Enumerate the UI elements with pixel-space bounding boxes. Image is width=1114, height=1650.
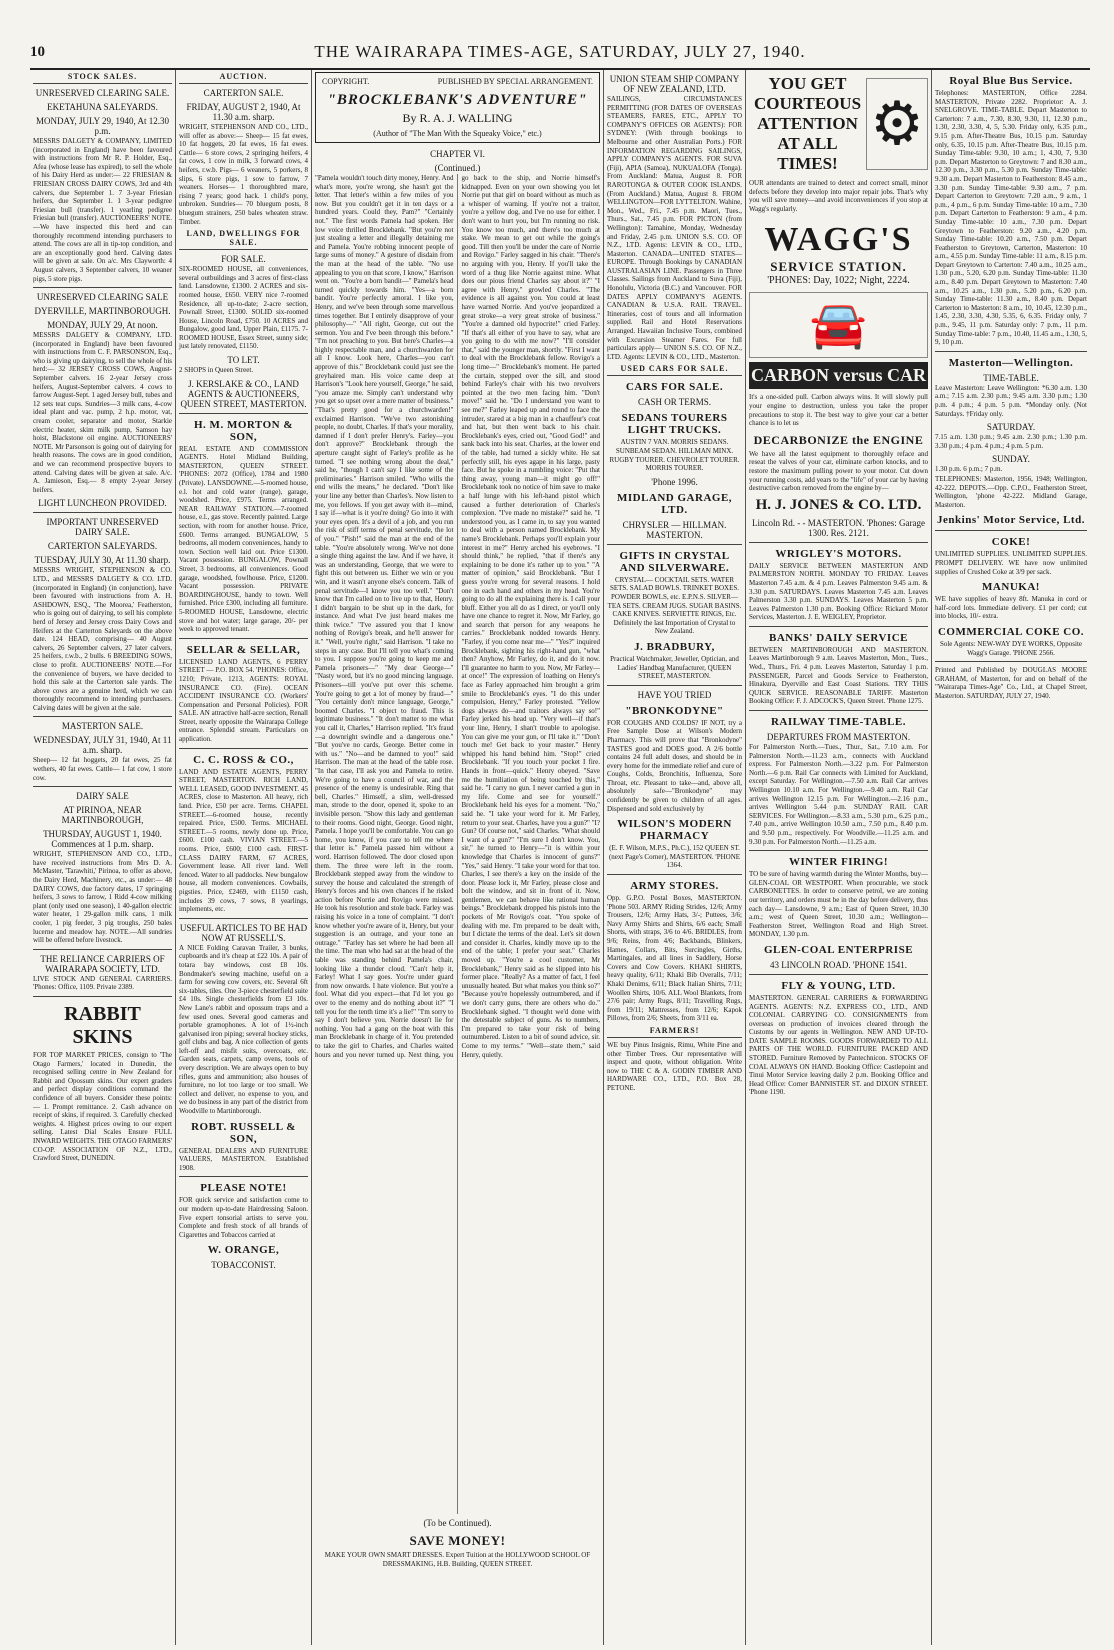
ad-body: FOR TOP MARKET PRICES, consign to 'The Otago Farmers,' located in Dunedin, the recognised selling centre in New Zealand for Rabbit and Opossum skins. Our expert graders and perfect display conditions command the confidence of all buyers. Consider these points:— 1. Prompt remittance. 2. Cash advance on receipt of skins, if required. 3. Carefully checked weights. 4. Highest prices owing to our expert selling. Latest Dial Scales Ensure FULL INWARD WEIGHTS. THE OTAGO FARMERS' CO-OP. ASSOCIATION OF N.Z., LTD., Crawford Street, DUNEDIN. <box>33 1050 172 1163</box>
ad-body: WRIGHT, STEPHENSON AND CO., LTD., have received instructions from Mrs D. A. McMaster, 'Tarawhiti,' Pirinoa, to offer as above, the Dairy Herd, Machinery, etc., as under:— 48 DAIRY COWS, due factory dates, 17 springing heifers, 3 sows to farrow, 1 Ridd 4-cow milking plant (only used one season), 1 40-gallon electric water heater, 1 29-gallon milk cans, 1 milk cooler, 1 pig feeder, 3 pig troughs, 250 bales lucerne and meadow hay. NOTE.—All sundries will be offered before livestock. <box>33 850 172 945</box>
divider <box>749 850 928 851</box>
divider <box>749 626 928 627</box>
ad-date: THURSDAY, AUGUST 1, 1940. Commences at 1 p.m. sharp. <box>43 829 162 850</box>
ad-body: FOR COUGHS AND COLDS? IF NOT, try a Free Sample Dose at Wilson's Modern Pharmacy. This will prove that "Bronkodyne" TASTES good and DOES good. A 2/6 bottle contains 24 full adult doses, and should be in every home for the immediate relief and cure of Coughs, Colds, Bronchitis, Influenza, Sore Throat, etc. Pleasant to take—and, above all, absolutely safe—"Bronkodyne" may confidently be given to children of all ages. Dispensed and sold exclusively by <box>607 718 742 813</box>
page-number: 10 <box>30 44 45 60</box>
decarbonize-heading: DECARBONIZE the ENGINE <box>753 432 924 447</box>
ad-heading: IMPORTANT UNRESERVED DAIRY SALE. <box>46 517 159 538</box>
ad-body: MESSRS DALGETY & COMPANY, LIMITED (incorporated in England) have been favoured with instructions from Mr R. P. Holder, Esq., Afea (whose lease has expired), to sell the whole of his Dairy Herd as under:— 22 FRIESIAN & FRIESIAN CROSS DAIRY COWS, 3rd and 4th calvers, due September 1. 7 3-year Friesian heifers, due September 1. 1 3-year pedigree Friesian bull (transfer). 1 yearling pedigree Friesian bull (transfer). AUCTIONEERS' NOTE.—We have inspected this herd and can thoroughly recommend intending purchasers to attend. The cows are all in tip-top condition, and are an exceptionally good herd. Calving dates will be given at sale. On a/c. Mrs Clayworth: 4 August calvers, 3 September calvers, 10 weaner pigs, 5 store pigs. <box>33 137 172 283</box>
ad-subheading: DEPARTURES FROM MASTERTON. <box>766 732 911 743</box>
ad-title: SEDANS TOURERS LIGHT TRUCKS. <box>621 412 728 437</box>
service-station-title: SERVICE STATION. <box>770 259 907 275</box>
ad-subheading: TIME-TABLE. <box>983 372 1039 383</box>
story-title-box <box>315 72 600 143</box>
waggs-title: WAGG'S <box>764 221 913 259</box>
ad-body: TO be sure of having warmth during the Winter Months, buy— GLEN-COAL OR WESTPORT. When procurable, we stock CARBONETTES. In order to conserve petrol, we are zoning our territory, and orders must be in the day before delivery, thus each day— Lansdowne, 9 a.m.; East of Queen Street, 10.30 a.m.; west of Queen Street, 10.30 a.m.; Wellington—Featherston Street, Wellington Road and High Street. MONDAY, 1.30 p.m. <box>749 870 928 939</box>
ad-date: WEDNESDAY, JULY 31, 1940, At 11 a.m. sharp. <box>33 735 172 756</box>
ad-body: Opp. G.P.O. Postal Boxes, MASTERTON. 'Phone 503. ARMY Riding Strides, 12/6; Army Trousers, 12/6; Army Hats, 3/-; Puttees, 3/6; Navy Army Shirts and Shirts, 6/6 each; Small Shorts, with straps, 3/6 to 4/6. BRIDLES, from 9/6; Reins, from 4/6; Backbands, Blinkers, Hames, Collars, Bits, Surcingles, Girths, Martingales, and all lines in Saddlery, Horse Covers and Cow Covers. KHAKI SHIRTS, heavy quality, 6/11; Khaki Bib Overalls, 7/11; Khaki Denims, 6/11; Black Italian Shirts, 7/11; Woollen Shirts, 10/6. ALL Wool Blankets, from 27/6 pair; Army Rugs, 8/11; Travelling Rugs, from 19/11; Mattresses, from 12/6; Kapok Pillows, from 2/6; Sheets, from 3/11 ea. <box>607 894 742 1023</box>
story-body: "Pamela wouldn't touch dirty money, Henry. And what's more, you're wrong, she hasn't got the letter. That letter's within a few miles of you now. But you couldn't get it in ten days or a hundred years. Could they, Pam?" "Certainly not." The first words Pamela had spoken. Her low voice thrilled Brocklebank. "But you're not just stealing a letter and illegally detaining me and Pamela. You're robbing innocent people of large sums of money." A gesture of disdain from the man at the head of the table. "No use appealing to you on that score, I know," Harrison went on. "You're a born bandit—" Pamela's head turned quickly towards him. "Yes—a born bandit. You're perfectly amoral. I like you, Henry, and we've been through some marvellous times together. But I entirely disapprove of your philosophy—" "All right, George, cut out the sermon. You and I've been through this before." "I'm not preaching to you. But here's Charles—a highly respectable man, and a churchwarden for all I know. Look here, Charles—you can't approve of this." Brocklebank could just see the greyhaired man. His voice came deep at Harrison's "Look here yourself, George," he said, "you amaze me. Simply can't understand why you get so upset over a mere matter of business." "That's pretty good for a churchwarden!" exclaimed Harrison. "We've two astonishing people, no doubt, Charles. If that's your morality, damned if I don't prefer Henry's. Farley—you don't approve?" Brocklebank through the aperture caught sight of Farley's profile as he turned. "I see nothing wrong about the deal," said he, "though I can't say I like some of the preliminaries." Harrison smiled. "Who wills the end wills the means," he declared. "Don't like your line any better than Charles's. Now listen to me, you fellows. If you get away with it—mind, I say if—what is it you're doing? Go into it with your eyes open. It's a devil of a job, and you run the risk of stiff terms of penal servitude, the lot of you." "Pish!" said the man at the end of the table. "You're absolutely wrong. We've not done a single thing against the law. And if we have, it was an understanding, George, that we were to fight this out between us. Either we win or you win, and it wasn't anyone else's concern. Talk of penal servitude—I know you too well." "Don't know that I'm called on to live up to that, Henry. I didn't bargain to be shut up in the dark, for instance. And what I've just heard makes me think twice." "I've assured you that I know nothing of Rovigo's break, and he'll answer for it." "Well, you're right," said Harrison. "I take no steps in any case. But I'll tell you what's coming to you. I suppose you're going to keep me and Pamela prisoners—" "My dear George—" "Nasty word, but it's no good mincing language. Prisoners—till you've put over this scheme. You're going to get a lot of money by fraud—" "You certainly don't mince language, George," boomed Charles. "I object to fraud. This is legitimate business." "It don't matter to me what you call it, Charles," Harrison replied. "It's fraud—a downright swindle and a dangerous one." "But you've no cards, George. Better come in with us." "No—and be damned to you!" said Harrison. The man at the head of the table rose. "In that case, I'll ask you and Pamela to retire. We're going to have a council of war, and the presence of the enemy is undesirable. Ring that bell, Charles." Himself, a slim, well-dressed man, strode to the door, opened it, spoke to an invisible person. "Show this lady and gentleman to their rooms. Good night, George. Good night, Pamela. I hope you'll be comfortable. You can go home, you know, if you care to tell me where that letter is." Pamela passed him without a word. Harrison followed. The door closed upon them. The three were left in the room. Brocklebank stepped away from the window to survey the house and calculated the strength of Henry's forces and his own chances if he risked action before Norrie and Rovigo were missed. He took his resolution and stole back. Farley was raising his voice in a tone of complaint. "I don't know whether you're aware of it, Henry, but your suggestion is an outrage, and your tone an outrage." "Farley has set where he had been all the time. The man who had sat at the head of the table was standing behind Pamela's chair, looking like a thunder cloud. "Can't help it, Farley! What I say goes. You're under guard from now onwards. I hate violence. But you're a fool. What did you expect—that I'd let you go over to the enemy and do nothing about it?" "I tell you for the tenth time it's a lie!" "I'm sorry to say I don't believe you. Norrie doesn't lie for nothing. You had a gang on the boat with this man Brocklebank in charge of it. You pretended to take the girl to Charles, and Charles waited hours and you never turned up. Next thing, you go back to the ship, and Norrie himself's kidnapped. Even on your own showing you let Norrie put that girl on board without as much as a whisper of warning. If you're not a traitor, you're a yellow dog, and I've no use for either. I don't want to hurt you, but I'm running no risk. You know too much, and there's too much at stake. We mean to get out while the going's good. Till then you'll be under the care of Norrie and Rovigo." Farley sagged in his chair. "There's no arguing with you, Henry. If you'll take the word of a thug like Norrie against mine. What does our pious friend Charles say about it?" "I agree with Henry," growled Charles. "The evidence is all against you. You could at least have warned Norrie. And you've jeopardized a great stroke—a very great stroke of business." "You're a damned old hypocrite!" cried Farley. "If that's all either of you have to say, what are you going to do with me now?" "I'll consider that," said the younger man, shortly. "First I want to deal with the Brocklebank fellow. Rovigo's a long time—" Brocklebank's moment. He parted the curtain, stepped over the sill, and stood behind Farley's chair with his two revolvers pointed at the two men facing him. "Don't move!" said he. "Do I understand you want to see me?" Farley leaped up and round to face the intruder, stared at a big man in a chauffeur's coat and hat, but then went back to his chair. Brocklebank's eyes, cried out, "Good God!" and sank back into his seat. Charles, at the lower end of the table, had turned a sickly white. He sat perfectly still, his eyes agape in his large, pasty face. But he spoke in a rumbling voice: "Put that thing away, young man—it might go off!" Brocklebank took no notice of him save to make a half lunge with his left-hand pistol which caused a further deterioration of Charles's complexion. "I've made no mistake?" said he. "I understood you, as I came in, to say you wanted to deal with a person named Brocklebank. My name's Brocklebank. Perhaps you'll explain your interest in me?" Henry arched his eyebrows. "I should think," he replied, "that if there's any explaining to be done it's rather up to you." "A matter of opinion," said Brocklebank. "But I guess you're wrong for several reasons. I hold one in each hand and others in my head. You're going to do all the explaining there is. I call your bluff. Either you all do as I direct, or you'll only have one chance to regret it. Now, Mr Farley, go and search that person for any weapons he carries." Brocklebank nodded towards Henry. "Farley, if you come near me—" "Yes?" inquired Brocklebank, sighting his right-hand gun, "what then? Anyhow, Mr Farley, do it, and do it now. I'll guarantee no harm to you. Now, Mr Farley—at once!" The expression of loathing on Henry's face as Farley approached him brought a grim smile to Brocklebank's eyes. "I do this under compulsion, Henry," Farley protested. "Yellow dogs always do—and traitors always say so!" Farley jerked his head up. "Very well—if that's your line, Henry, I shan't trouble to apologise. You can give me your gun, or I'll take it." "Don't touch me! Get back to your master." Henry whipped his hand behind him. "Stop!" cried Brocklebank. "If you touch your pocket I fire. Hands in front—quick." Henry obeyed. "Save me the humiliation of being touched by this," said he. "I carry no gun. I never carried a gun in my life. Come and see for yourself." Brocklebank held his eyes for a moment. "No," said he. "I take your word for it. Mr Farley, return to your seat. Charles, have you a gun?" "I? Gun? Of course not," said Charles. "What should I want of a gun?" "I'm sure I don't know. You, sir," he turned to Henry—"it is within your knowledge that Charles is innocent of guns?" "Yes," said Henry. "I take your word for that too. Charles, I see there's a key on the inside of the door. Please lock it, Mr Farley, please close and bolt the window, and sit in front of it. Now, gentlemen, we can behave like rational human beings." Brocklebank dropped his pistols into the pockets of Mr Rovigo's coat. "You spoke of dealing with me. I'm prepared to be dealt with, but I dictate the terms of the deal. Let's sit down and consider it. Charles, kindly move up to the end of the table; I prefer your seat." Charles moved up. "You're a cool customer, Mr Brocklebank," Henry said as he slipped into his former place. "Really? As a matter of fact, I feel unusually heated. But what makes you think so?" "Because you're hopelessly outnumbered, and if we don't carry guns, there are others who do." Brocklebank sighed. "I thought we'd done with the detestable subject of guns. As to numbers, I'm prepared to take your risk of being outnumbered. Listen to a bit of sound advice, sir. Come to my terms." "Well—state them," said Henry, quietly. <box>315 174 600 1059</box>
ad-title: "BRONKODYNE" <box>625 704 724 717</box>
column-serial-story <box>312 70 604 1645</box>
ad-title: WILSON'S MODERN PHARMACY <box>617 818 732 843</box>
ad-subheading: CARTERTON SALEYARDS. <box>47 541 158 552</box>
ad-body: 2 SHOPS in Queen Street. <box>179 366 254 375</box>
ad-title: SELLAR & SELLAR, <box>186 643 301 656</box>
ad-heading: UNRESERVED CLEARING SALE <box>36 292 169 303</box>
ad-body: BETWEEN MARTINBOROUGH AND MASTERTON. Leaves Martinborough 9 a.m. Leaves Masterton, Mon., Tues., Wed., Thurs., Fri. 4 p.m. Leaves Masterton, Saturday 1 p.m. PASSENGER, Parcel and Goods Service to Featherston, Hinakura, Dyerville and East Coast Stations. TRY THIS QUICK SERVICE. REASONABLE TARIFF. Masterton Booking Office: F. J. ADCOCK'S, Queen Street. 'Phone 1275. <box>749 645 928 706</box>
ad-body: WE have supplies of heavy 8ft. Manuka in cord or half-cord lots. Immediate delivery. £1 per cord; cut into blocks, 10/- extra. <box>935 595 1087 621</box>
ad-title: COKE! <box>991 536 1031 549</box>
ad-title: FLY & YOUNG, LTD. <box>781 979 896 992</box>
ad-title: ARMY STORES. <box>630 880 719 893</box>
ad-subheading: SATURDAY. <box>986 422 1036 433</box>
section-header: FARMERS! <box>607 1024 742 1038</box>
divider <box>607 874 742 875</box>
ad-body: MASTERTON. GENERAL CARRIERS & FORWARDING AGENTS. AGENTS: N.Z. EXPRESS CO., LTD., AND COLONIAL CARRYING CO. CONSIGNMENTS from overseas on production of invoices cleared through the Customs by our agents in Wellington. NEW AND UP-TO-DATE SAMPLE ROOMS. GOODS FORWARDED TO ALL PARTS OF THE WORLD. FURNITURE PACKED AND STORED. Furniture Removed by Pantechnicon. STOCKS OF COAL ALWAYS ON HAND. Booking Office: Castlepoint and Tinui Motor Service leaving daily 2 p.m. Booking Office and Head Office: Corner BANNISTER ST. and DIXON STREET. 'Phone 1190. <box>749 993 928 1097</box>
ad-body: WE buy Pinus Insignis, Rimu, White Pine and other Timber Trees. Our representative will inspect and quote, without obligation. Write now to THE C & A. GODIN TIMBER AND HARDWARE CO., LTD., P.O. Box 28, PETONE. <box>607 1040 742 1092</box>
ad-date: FRIDAY, AUGUST 2, 1940, At 11.30 a.m. sharp. <box>186 102 301 122</box>
car-tug-of-war-icon: 🚘 <box>749 292 928 358</box>
ad-subheading: CASH OR TERMS. <box>637 397 712 408</box>
ad-date: TUESDAY, JULY 30, At 11.30 sharp. <box>34 555 171 566</box>
column-shipping-cars <box>604 70 746 1645</box>
column-auction <box>176 70 312 1645</box>
ad-body: Leave Masterton: Leave Wellington: *6.30 a.m. 1.30 a.m.; 7.15 a.m. 2.30 p.m.; 9.45 a.m. 3.30 p.m.; 1.30 p.m. 4 p.m.; 4 p.m. 5 p.m. *Monday only. (Not Saturdays. †Friday only. <box>935 383 1087 418</box>
ad-subheading: AT PIRINOA, NEAR MARTINBOROUGH, <box>61 805 144 826</box>
column-stock-sales <box>30 70 176 1645</box>
divider <box>33 512 172 513</box>
newspaper-title: THE WAIRARAPA TIMES-AGE, SATURDAY, JULY 27, 1940. <box>314 42 806 61</box>
column-motor-ads <box>746 70 932 1645</box>
ad-body: 1.30 p.m. 6 p.m.; 7 p.m. <box>935 465 1003 474</box>
column-transport-timetables <box>932 70 1090 1645</box>
ad-title: Masterton—Wellington. <box>948 356 1074 369</box>
divider <box>179 413 308 414</box>
divider <box>33 716 172 717</box>
divider <box>935 661 1087 662</box>
ad-phone: 'PHONES: Day, 1022; Night, 2224. <box>767 275 910 287</box>
ad-body: Sole Agents: NEW-WAY DYE WORKS, Opposite Wagg's Garage. 'PHONE 2566. <box>939 639 1083 657</box>
chapter-heading: CHAPTER VI. <box>430 149 485 159</box>
ad-footnote: LIGHT LUNCHEON PROVIDED. <box>38 498 167 509</box>
ad-body: (E. F. Wilson, M.P.S., Ph.C.), 152 QUEEN ST. (next Page's Corner), MASTERTON. 'PHONE 1364. <box>608 844 741 870</box>
ad-subheading: 43 LINCOLN ROAD. 'PHONE 1541. <box>769 959 908 970</box>
ad-subheading: Lincoln Rd. - - MASTERTON. 'Phones: Garage 1300. Res. 2121. <box>752 517 925 538</box>
ad-body: SIX-ROOMED HOUSE, all conveniences, several outbuildings and 3 acres of first-class land. Lansdowne, £1300. 2 ACRES and six-roomed house, £650. VERY nice 7-roomed Residence, all up-to-date; 2-acre section, Pownall Street, £1300. SOLID six-roomed House, Lincoln Road, £750. 10 ACRES and Bungalow, good land, Upper Plain, £1175. 7-ROOMED HOUSE, Essex Street, sunny side; just lately renovated, £1150. <box>179 265 308 351</box>
ad-title: H. M. MORTON & SON, <box>194 418 293 443</box>
divider <box>33 786 172 787</box>
ad-body: OUR attendants are trained to detect and correct small, minor defects before they develop into major repair jobs. That's why you will save money—and avoid inconveniences if you stop at Wagg's regularly. <box>749 179 928 213</box>
ad-body: It's a one-sided pull. Carbon always wins. It will slowly pull your engine to destruction, unless you take the proper precautions to stop it. The best way to give your car a better chance is to let us <box>749 393 928 428</box>
ad-body: Sheep— 12 fat hoggets, 20 fat ewes, 25 fat wethers, 40 fat ewes. Cattle— 1 fat cow, 1 store cow. <box>33 756 172 782</box>
section-header: USED CARS FOR SALE. <box>607 362 742 376</box>
divider <box>749 710 928 711</box>
ad-body: AUSTIN 7 VAN. MORRIS SEDANS. SUNBEAM SEDAN. HILLMAN MINX. RUGBY TOURER. CHEVROLET TOURER. MORRIS TOURER. <box>609 438 740 473</box>
ad-subheading: TOBACCONIST. <box>211 1260 276 1271</box>
ad-body: MAKE YOUR OWN SMART DRESSES. Expert Tuition at the HOLLYWOOD SCHOOL OF DRESSMAKING, H.B. Building, QUEEN STREET. <box>324 1551 591 1568</box>
ad-body: MESSRS WRIGHT, STEPHENSON & CO. LTD., and MESSRS DALGETY & CO. LTD. (incorporated in England) (in conjunction), have been favoured with instructions from A. H. ASHDOWN, ESQ., 'The Moorea,' Featherston, who is going out of dairying, to sell his complete herd of Jersey and Jersey cross Dairy Cows and Heifers at the Carterton Saleyards on the above date. 124 HEAD, comprising— 40 August calvers, 26 September calvers, 27 later calvers, 25 heifers, r.w.b., 2 bulls. 6 BREEDING SOWS, close to profit. AUCTIONEERS' NOTE.—For the convenience of buyers, we have decided to hold this sale at the Carterton sale yards. The above cows are a genuine herd, which we can thoroughly recommend to intending purchasers. Calving dates will be given at the sale. <box>33 566 172 712</box>
divider <box>935 530 1087 531</box>
copyright-notice: COPYRIGHT. <box>322 77 370 86</box>
ad-subheading: DYERVILLE, MARTINBOROUGH. <box>34 306 171 317</box>
to-be-continued: (To be Continued). <box>423 1518 492 1528</box>
ad-subheading: EKETAHUNA SALEYARDS. <box>47 102 158 112</box>
jones-title: H. J. JONES & CO. LTD. <box>755 496 922 513</box>
ad-title: BANKS' DAILY SERVICE <box>768 631 908 644</box>
ad-heading: MASTERTON SALE. <box>61 721 144 732</box>
story-author: By R. A. J. WALLING <box>402 111 513 125</box>
ad-body: TELEPHONES: Masterton, 1956, 1948; Wellington, 42-222. DEPOTS.—Opp. C.P.O., Featherston Street, Wellington, 'phone 42-222. Midland Garage, Masterton. <box>935 474 1087 509</box>
section-header: STOCK SALES. <box>33 70 172 84</box>
ad-heading: UNRESERVED CLEARING SALE. <box>35 88 170 98</box>
ad-heading: DAIRY SALE <box>76 791 129 802</box>
ad-title: PLEASE NOTE! <box>200 1182 287 1195</box>
rabbit-skins-heading: RABBIT SKINS <box>64 1002 141 1048</box>
ad-heading: THE RELIANCE CARRIERS OF WAIRARAPA SOCIETY, LTD. <box>40 953 165 974</box>
ad-body: A NICE Folding Caravan Trailer, 3 bunks, cupboards and it's cheap at £22 10s. A pair of totara bay windows, cost £8 10s. Bondmaker's sewing machine, useful on a farm for sewing cow covers, etc. Several 6ft six-tables, tiles. One 3-piece chesterfield suite £4 10s. Single chesterfields from £3 10s. New Lane's rabbit and opossum traps and a few used ones. Several good cameras and portable gramophones. A lot of 1½-inch galvanised iron piping; several hockey sticks, golf clubs and bag. A nice collection of gents left-off and misfit suits, overcoats, etc. Garden seats, carpets, camp ovens, tools of every description. We are always open to buy rifles, guns and ammunition; also houses of furniture, no lot too large or too small. We collect and deliver, no expense to you, and we do business in any part of the district from Woodville to Martinborough. <box>179 943 308 1116</box>
ad-heading: HAVE YOU TRIED <box>637 689 712 700</box>
ad-title: COMMERCIAL COKE CO. <box>937 625 1085 638</box>
ad-title: GLEN-COAL ENTERPRISE <box>763 943 914 956</box>
ad-body: For Palmerston North.—Tues., Thur., Sat., 7.10 a.m. For Palmerston North.—11.23 a.m., connects with Auckland express. For Palmerston North.—3.22 p.m. For Palmerston North.—6 p.m. Rail Car connects with Limited for Auckland, except Saturday. For Wellington.—7.50 a.m. Rail Car arrives Wellington 10.10 a.m. For Wellington.—9.40 a.m. Rail Car arrives Wellington 12.15 p.m. For Wellington.—2.16 p.m., arrives Wellington 5.44 p.m. SUNDAY RAIL CAR SERVICES. For Wellington.—8.33 a.m., 5.30 p.m., 6.25 p.m., 7.40 p.m., arrive Wellington 10.50 a.m., 7.50 p.m., 8.40 p.m. and 9.50 p.m., respectively. For Woodville.—11.25 a.m. and 9.30 p.m. For Palmerston North.—11.25 a.m. <box>749 743 928 846</box>
divider <box>179 1176 308 1177</box>
ad-body: DAILY SERVICE BETWEEN MASTERTON AND PALMERSTON NORTH. MONDAY TO FRIDAY. Leaves Masterton 7.45 a.m. & 4 p.m. Leaves Palmerston 9.45 a.m. & 3.30 p.m. SATURDAYS. Leaves Masterton 7.45 a.m. Leaves Palmerston 3.30 p.m. SUNDAYS. Leaves Masterton 5 p.m. Leaves Palmerston 1.30 p.m. Booking Office: Rickard Motor Services, Masterton. J. E. WEIGLEY, Proprietor. <box>749 561 928 622</box>
ad-body: REAL ESTATE AND COMMISSION AGENTS. Hotel Midland Building, MASTERTON, QUEEN STREET. 'PHONES: 2072 (Office), 1784 and 1980 (Private). LANSDOWNE.—5-roomed house, e.l. hot and cold water (range), garage, woodshed. Price, £975. Terms arranged. NEAR RAILWAY STATION.—7-roomed house, e.l., gas stove. Recently painted. Large section, with room for another house. Price, £600. Terms arranged. BUNGALOW, 5 bedrooms, all modern conveniences, handy to town. Section well laid out. Price £1300. Vacant possession. BUNGALOW, Pownall Street, 3 bedrooms, all conveniences. Good garage, woodshed, fowlhouse. Price, £1200. Vacant possession. PRIVATE BOARDINGHOUSE, handy to town. Well furnished. Price £300, including all furniture. 5-ROOMED HOUSE, Lansdowne, electric stove and hot water; large garage, 20/- per week to approved tenant. <box>179 444 308 634</box>
chapter-continued: (Continued.) <box>434 163 481 173</box>
masthead <box>30 40 1090 70</box>
divider <box>179 748 308 749</box>
ad-title: GIFTS IN CRYSTAL AND SILVERWARE. <box>619 549 730 574</box>
ad-subheading: SUNDAY. <box>992 454 1030 465</box>
ad-body: WRIGHT, STEPHENSON AND CO., LTD., will offer as above:— Sheep— 15 fat ewes, 10 fat hoggets, 20 fat ewes, 16 fat ewes. Cattle— 6 store cows, 2 springing heifers, 4 fat cows, 1 cow in milk, 3 forward cows, 4 heifers, r.w.b. Pigs— 6 weaners, 5 porkers, 8 slips, 6 store pigs, 1 sow to farrow, 7 weaners. Horses— 1 thoroughbred mare, rising 7 years; good hack. 1 child's pony, unbroken. Sundries— 70 bluegum posts, 8 bluegum strainers, 250 bales wheaten straw. Timber. <box>179 123 308 226</box>
ad-title: Jenkins' Motor Service, Ltd. <box>937 514 1085 527</box>
story-note: (Author of "The Man With the Squeaky Voice," etc.) <box>373 129 542 138</box>
divider <box>935 351 1087 352</box>
ad-title: W. ORANGE, <box>207 1244 280 1257</box>
ad-heading: FOR SALE. <box>221 254 266 265</box>
section-header: AUCTION. <box>179 70 308 84</box>
ad-date: MONDAY, JULY 29, At noon. <box>47 320 158 331</box>
ad-title: RAILWAY TIME-TABLE. <box>770 716 907 729</box>
story-title: "BROCKLEBANK'S ADVENTURE" <box>327 92 588 108</box>
ad-body: LIVE STOCK AND GENERAL CARRIERS. 'Phones: Office, 1109. Private 2389. <box>33 974 172 992</box>
courteous-headline: YOU GET COURTEOUS ATTENTION AT ALL TIMES! <box>753 74 862 173</box>
divider <box>33 996 172 997</box>
ad-title: ROBT. RUSSELL & SON, <box>191 1120 296 1145</box>
ad-title: WINTER FIRING! <box>789 856 888 869</box>
ad-body: SAILINGS, CIRCUMSTANCES PERMITTING (FOR DATES OF OVERSEAS STEAMERS, FARES, ETC., APPLY TO COMPANY'S OFFICES OR AGENTS): FOR SYDNEY: (With through bookings to Melbourne and other Australian Ports.) FOR INFORMATION REGARDING SAILINGS, APPLY COMPANY'S AGENTS. FOR SUVA (Fiji), APIA (Samoa), NUKUALOFA (Tonga). From Auckland: Matua, August 8. FOR RAROTONGA & OUTER COOK ISLANDS. (From Auckland.) Matua, August 8. FROM WELLINGTON—FOR LYTTELTON. Wahine, Mon., Wed., Fri., 7.45 p.m. Maori, Tues., Thurs., Sat., 7.45 p.m. FOR PICTON (from Wellington): Tamahine, Monday, Wednesday and Friday, 2.45 p.m. UNION S.S. CO. OF N.Z., LTD. Agents: LEVIN & CO., LTD., Masterton. CANADA—UNITED STATES—EUROPE. Through Bookings by CANADIAN AUSTRALASIAN LINE. Passengers in Three Classes. Sailings from Auckland to Suva (Fiji), Honolulu, Victoria (B.C.) and Vancouver. FOR DATES APPLY COMPANY'S AGENTS. CANADIAN & U.S.A. RAIL TRAVEL. Itineraries, cost of tours and all information supplied. Rail and Hotel Reservations Arranged. Hawaiian Inclusive Tours, combined with Excursion Steamer Fares. For full particulars apply— UNION S.S. CO. OF N.Z., LTD. Agents: LEVIN & CO., LTD., Masterton. <box>607 95 742 361</box>
ad-heading: CARTERTON SALE. <box>203 88 284 98</box>
ad-body: LAND AND ESTATE AGENTS, PERRY STREET, MASTERTON. RICH LAND, WELL LEASED, GOOD INVESTMENT. 45 ACRES, close to Masterton. All heavy, rich land. Price, £50 per acre. Terms. CHAPEL STREET.—6-roomed house, recently repaired. Price, £500. Terms. MICHAEL STREET.—5 rooms, newly done up. Price, £600. £100 cash. VIVIAN STREET.—5 rooms. Price, £600; £100 cash. FIRST-CLASS DAIRY FARM, 67 ACRES, Government lease. All river land. Well fenced. Water to all paddocks. New bungalow house, all modern conveniences. Cowbails, pigsties. Price, £2469, with £1150 cash, includes 39 cows, 7 sows, 8 yearlings, implements, etc. <box>179 767 308 914</box>
divider <box>179 638 308 639</box>
ad-title: MIDLAND GARAGE, LTD. <box>616 491 733 516</box>
ad-title: CARS FOR SALE. <box>625 381 724 394</box>
ad-title: WRIGLEY'S MOTORS. <box>775 547 902 560</box>
ad-title: C. C. ROSS & CO., <box>193 753 294 766</box>
ad-title: MANUKA! <box>982 581 1040 594</box>
ad-title: Royal Blue Bus Service. <box>949 75 1073 87</box>
ad-body: UNLIMITED SUPPLIES. UNLIMITED SUPPLIES. PROMPT DELIVERY. WE have now unlimited supplies of Crushed Coke at 3/9 per sack. <box>935 550 1087 576</box>
ad-subheading: CHRYSLER — HILLMAN. MASTERTON. <box>622 519 727 540</box>
ad-phone: 'Phone 1996. <box>651 476 698 487</box>
divider <box>607 544 742 545</box>
ad-body: MESSRS DALGETY & COMPANY, LTD. (incorporated in England) have been favoured with instructions from C. F. PARSONSON, Esq., who is giving up dairying, to sell the whole of his herd:— 32 JERSEY CROSS COWS, August-September calvers. 16 2-year Jersey cross heifers, August-September calvers. 4 cows to farrow August-Sept. 1 aged Jersey bull, tubes and 12 sets teat cups. Sundries—3 milk cans, 4-cow ideal plant and vac. pump, 2 h.p. motor, vat, cream cooler, separator and motor, Starkie electric heater, skim milk pump, Samson hay hoist, Blackstone oil engine. AUCTIONEERS' NOTE. Mr Parsonson is going out of dairying for health reasons. The cows are in good condition, and we can recommend prospective buyers to attend. Calving dates will be given at sale. A/c. A. Jamieson, Esq.— 8 empty 2-year Jersey heifers. <box>33 331 173 494</box>
ad-body: CRYSTAL— COCKTAIL SETS. WATER SETS. SALAD BOWLS. TRINKET BOXES. POWDER BOWLS, etc. E.P.N.S. SILVER— TEA SETS. CREAM JUGS. SUGAR BASINS. CAKE KNIVES. SERVIETTE RINGS, Etc. Definitely the last Importation of Crystal to New Zealand. <box>607 575 742 636</box>
ad-body: GENERAL DEALERS AND FURNITURE VALUERS, MASTERTON. Established 1908. <box>179 1146 308 1172</box>
ad-title: J. BRADBURY, <box>634 640 715 653</box>
publication-notice: PUBLISHED BY SPECIAL ARRANGEMENT. <box>437 77 593 86</box>
mechanic-illustration-icon: ⚙ <box>866 78 928 170</box>
carbon-banner: CARBON versus CAR <box>749 362 928 389</box>
ad-date: MONDAY, JULY 29, 1940, At 12.30 p.m. <box>35 116 170 136</box>
ad-body: Telephones: MASTERTON, Office 2284. MASTERTON, Private 2282. Proprietor: A. J. SNELGROVE. TIME-TABLE. Depart Masterton to Carterton: 7 a.m., 7.30, 8.30, 9.30, 11, 12.30 p.m., 1.30, 2.30, 3.30, 4, 5, 5.30. Friday only, 6.35 p.m., 9.15 p.m. After-Theatre Bus, 10.15 p.m. Saturday only, 6.35, 10.15 p.m. After-Theatre Bus, 10.15 p.m. Sunday Time-table: 9.30, 10 a.m.; 1, 4.30, 7, 9.30 p.m. Depart Masterton to Greytown: 7 and 8.30 a.m., 12.30 p.m., 3.30 p.m., 5.30 p.m. Sunday Time-table: 9.30 a.m. Depart Masterton to Featherston: 8.45 a.m., 3.30 p.m. Sunday Time-table: 9.30 a.m., 7 p.m. Depart Carterton to Greytown: 7.20 a.m., 9 a.m., 1 p.m., 4 p.m., 6 p.m. Sunday Time-table: 10 a.m., 7.30 p.m. Depart Carterton to Featherston: 9 a.m., 4 p.m. Sunday Time-table: 10 a.m., 7.30 p.m. Depart Greytown to Featherston: 9.20 a.m., 4.20 p.m. Sunday Time-table: 10.20 a.m., 7.50 p.m. Depart Featherston to Greytown, Carterton, Masterton: 10 a.m., 4.55 p.m. Sunday Time-table: 11 a.m., 8.15 p.m. Depart Greytown to Carterton: 7.40 a.m., 10.25 a.m., 1.30 p.m., 5.20, 6.20 p.m. Sunday Time-table: 11.30 a.m., 8.40 p.m. Depart Greytown to Masterton: 7.40 a.m., 10.25 a.m., 1.30 p.m., 5.20 p.m., 6.20 p.m. Sunday Time-table: 11.30 a.m., 8.40 p.m. Depart Carterton to Masterton: 8 a.m., 10, 10.45, 12.30 p.m., 1.45, 2.30, 3.30, 4.30, 5.35, 6, 6.35. Friday only, 7 p.m., 9.45, 11 p.m. Saturday only: 7 p.m., 11 p.m. Sunday Time-table: 7 p.m., 10.40, 11.45 a.m., 1.30, 5, 9, 10 p.m. <box>935 89 1087 347</box>
divider <box>33 287 172 288</box>
section-header: LAND, DWELLINGS FOR SALE. <box>179 227 308 250</box>
ad-body: We have all the latest equipment to thoroughly reface and reseat the valves of your car, eliminate carbon knocks, and to restore the maximum pulling power to your motor. Cut down your running costs, add years to the "life" of your car by having destructive carbon removed from the engine by— <box>749 449 928 493</box>
save-money-heading: SAVE MONEY! <box>409 1533 506 1548</box>
ad-heading: TO LET. <box>227 355 260 366</box>
divider <box>179 918 308 919</box>
ad-heading: UNION STEAM SHIP COMPANY OF NEW ZEALAND, LTD. <box>609 74 740 94</box>
divider <box>607 685 742 686</box>
ad-body: Practical Watchmaker, Jeweller, Optician, and Ladies' Handbag Manufacturer, QUEEN STREET, MASTERTON. <box>610 654 739 681</box>
divider <box>749 542 928 543</box>
ad-heading: J. KERSLAKE & CO., LAND AGENTS & AUCTIONEERS, QUEEN STREET, MASTERTON. <box>180 378 307 409</box>
ad-body: 7.15 a.m. 1.30 p.m.; 9.45 a.m. 2.30 p.m.; 1.30 p.m. 3.30 p.m.; 4 p.m. 4 p.m.; 4 p.m. 5 p.m. <box>935 433 1087 450</box>
imprint: Printed and Published by DOUGLAS MOORE GRAHAM, of Masterton, for and on behalf of the "Wairarapa Times-Age" Co., Ltd., at Chapel Street, Masterton. SATURDAY, JULY 27, 1940. <box>935 666 1087 700</box>
ad-body: LICENSED LAND AGENTS, 6 PERRY STREET — P.O. BOX 54. 'PHONES: Office, 1210; Private, 1213, AGENTS: ROYAL INSURANCE CO. (Fire). OCEAN ACCIDENT INSURANCE CO. (Workers' Compensation and Personal Policies). FOR SALE. AN attractive half-acre section, Renall Street, nearly opposite the Wairarapa College entrance. Splendid stream. Particulars on application. <box>179 657 308 744</box>
divider <box>33 949 172 950</box>
ad-body: FOR quick service and satisfaction come to our modern up-to-date Hairdressing Saloon. Five expert tonsorial artists to serve you. Complete and fresh stock of all brands of Cigarettes and Tobaccos carried at <box>179 1196 308 1239</box>
divider <box>749 974 928 975</box>
ad-heading: USEFUL ARTICLES TO BE HAD NOW AT RUSSELL'S. <box>179 922 308 943</box>
